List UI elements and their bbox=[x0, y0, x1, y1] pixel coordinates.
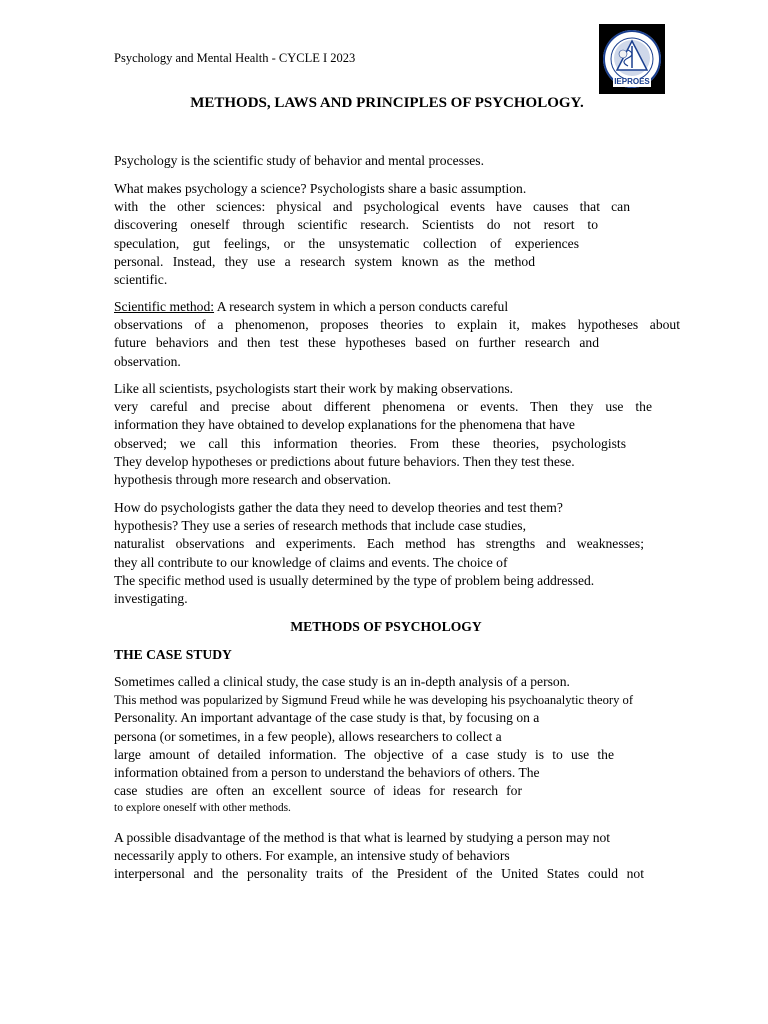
logo-text: IEPROES bbox=[614, 77, 650, 86]
text-line: case studies are often an excellent source of ideas for research for bbox=[114, 783, 522, 799]
page-title: METHODS, LAWS AND PRINCIPLES OF PSYCHOLOGY. bbox=[190, 95, 584, 111]
text-line: future behaviors and then test these hypotheses based on further research and bbox=[114, 335, 599, 351]
text-line: This method was popularized by Sigmund Freud while he was developing his psychoanalytic theory of bbox=[114, 693, 634, 708]
text-line: speculation, gut feelings, or the unsystematic collection of experiences bbox=[114, 235, 579, 251]
text-line: They develop hypotheses or predictions about future behaviors. Then they test these. bbox=[114, 453, 575, 469]
paragraph-science bbox=[114, 180, 630, 289]
text-line: Personality. An important advantage of the case study is that, by focusing on a bbox=[114, 710, 540, 726]
term-scientific-method: Scientific method: bbox=[114, 299, 215, 314]
paragraph-definition bbox=[114, 152, 682, 170]
text-line: observation. bbox=[114, 353, 181, 369]
text-line: information they have obtained to develop explanations for the phenomena that have bbox=[114, 417, 575, 433]
text-line: Like all scientists, psychologists start their work by making observations. bbox=[114, 381, 514, 396]
text-line: What makes psychology a science? Psychologists share a basic assumption. bbox=[114, 181, 527, 196]
text-line: with the other sciences: physical and psychological events have causes that can bbox=[114, 199, 630, 215]
text-line: scientific. bbox=[114, 272, 168, 288]
text-line: hypothesis? They use a series of research methods that include case studies, bbox=[114, 518, 526, 534]
text-line: naturalist observations and experiments. Each method has strengths and weaknesses; bbox=[114, 536, 644, 552]
paragraph-observations bbox=[114, 380, 652, 489]
text-line: large amount of detailed information. The objective of a case study is to use the bbox=[114, 746, 614, 762]
text-line: Psychology is the scientific study of behavior and mental processes. bbox=[114, 153, 484, 168]
text-line: A research system in which a person conducts careful bbox=[214, 299, 509, 314]
section-heading: METHODS OF PSYCHOLOGY bbox=[290, 619, 482, 634]
text-line: observed; we call this information theories. From these theories, psychologists bbox=[114, 435, 626, 451]
paragraph-methods bbox=[114, 499, 644, 608]
institution-logo bbox=[599, 24, 665, 94]
sub-heading-case-study: THE CASE STUDY bbox=[114, 647, 232, 662]
text-line: persona (or sometimes, in a few people), allows researchers to collect a bbox=[114, 728, 502, 744]
text-line: Sometimes called a clinical study, the case study is an in-depth analysis of a person. bbox=[114, 674, 570, 689]
text-line: information obtained from a person to understand the behaviors of others. The bbox=[114, 765, 540, 781]
text-line: interpersonal and the personality traits of the President of the United States could not bbox=[114, 866, 644, 882]
text-line: discovering oneself through scientific research. Scientists do not resort to bbox=[114, 217, 598, 233]
text-line: The specific method used is usually determined by the type of problem being addressed. bbox=[114, 572, 595, 588]
paragraph-case-study bbox=[114, 673, 634, 816]
text-line: very careful and precise about different phenomena or events. Then they use the bbox=[114, 399, 652, 415]
text-line: How do psychologists gather the data they need to develop theories and test them? bbox=[114, 500, 563, 515]
paragraph-scientific-method bbox=[114, 298, 680, 371]
text-line: necessarily apply to others. For example, an intensive study of behaviors bbox=[114, 848, 510, 864]
text-line: A possible disadvantage of the method is that what is learned by studying a person may not bbox=[114, 830, 611, 845]
text-line: personal. Instead, they use a research system known as the method bbox=[114, 253, 535, 269]
paragraph-disadvantage bbox=[114, 829, 644, 884]
text-line: they all contribute to our knowledge of claims and events. The choice of bbox=[114, 554, 508, 570]
text-line: hypothesis through more research and observation. bbox=[114, 472, 392, 488]
text-line: investigating. bbox=[114, 591, 188, 607]
text-line: to explore oneself with other methods. bbox=[114, 802, 291, 815]
text-line: observations of a phenomenon, proposes theories to explain it, makes hypotheses about bbox=[114, 317, 680, 333]
course-header: Psychology and Mental Health - CYCLE I 2023 bbox=[114, 51, 356, 65]
